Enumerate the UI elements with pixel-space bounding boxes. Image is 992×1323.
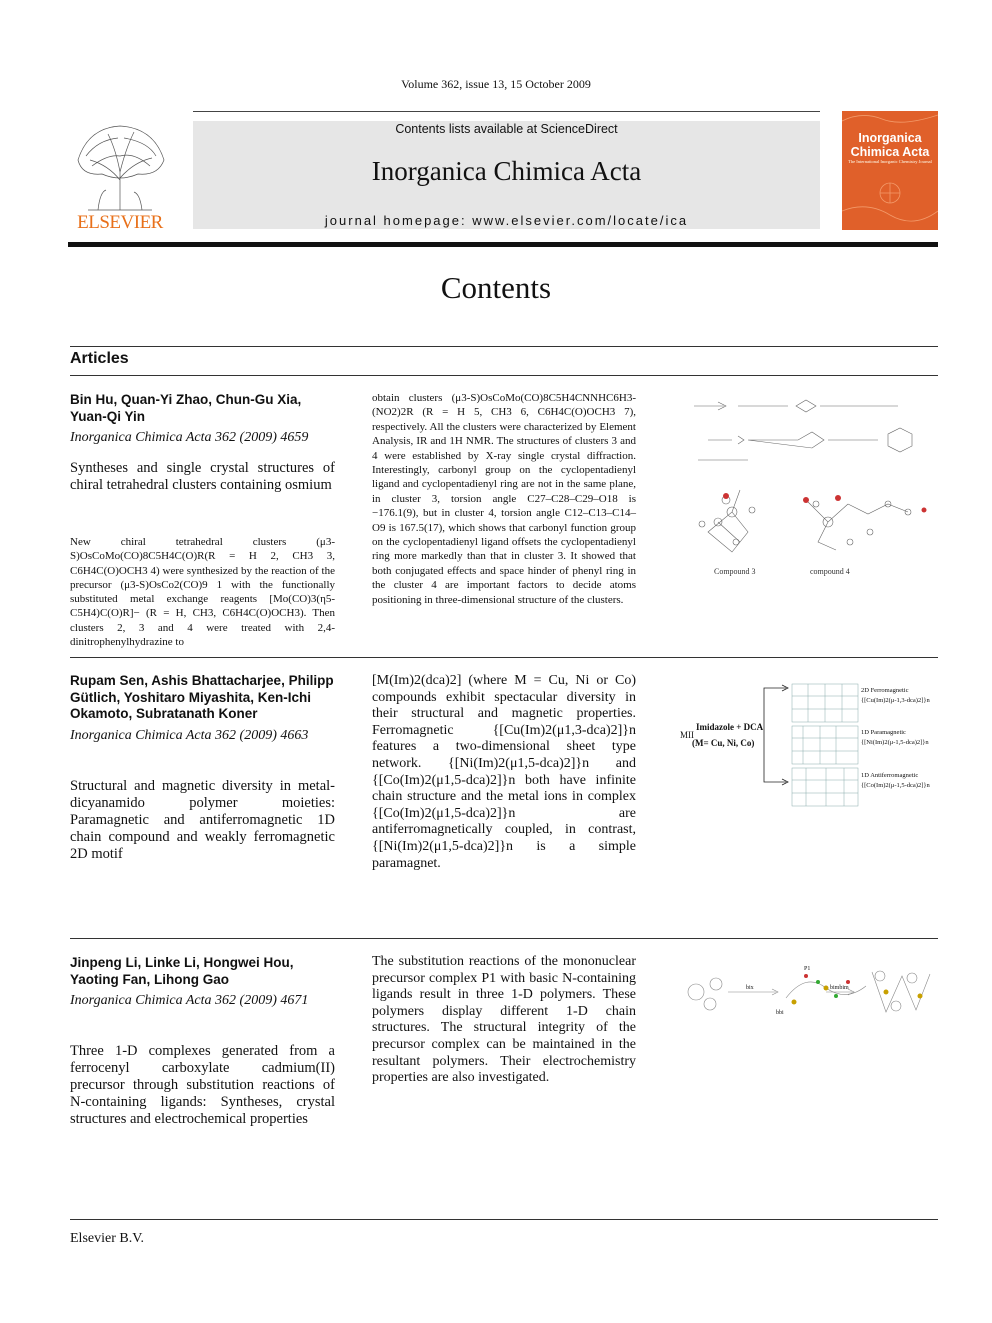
volume-info: Volume 362, issue 13, 15 October 2009 (401, 77, 591, 91)
article-3-citation[interactable]: Inorganica Chimica Acta 362 (2009) 4671 (70, 993, 309, 1008)
graphic-label-bbi: bbi (776, 1010, 784, 1016)
article-2-abstract: [M(Im)2(dca)2] (where M = Cu, Ni or Co) compounds exhibit spectacular diversity in their structural and magnetic properties. Ferromagnetic {[Cu(Im)2(μ1,3-dca)2]}n features a two-dimensional sheet type network. {[Ni(Im)2(μ1,5-dca)2]}n and {[Co(Im)2(μ1,5-dca)2]}n both have infinite chain structure and the metal ions in complex {[Co(Im)2(μ1,5-dca)2]}n are antiferromagnetically coupled, in contrast, {[Ni(Im)2(μ1,5-dca)2]}n is a simple paramagnet. (372, 673, 636, 871)
journal-title: Inorganica Chimica Acta (371, 156, 642, 186)
graphic-label-1d-antiferro: 1D Antiferromagnetic (861, 772, 919, 779)
article-1-authors: Bin Hu, Quan-Yi Zhao, Chun-Gu Xia, Yuan-Qi Yin (70, 392, 302, 424)
graphic-label-p1: P1 (804, 966, 811, 972)
article-2-authors: Rupam Sen, Ashis Bhattacharjee, Philipp Gütlich, Yoshitaro Miyashita, Ken-Ichi Okamoto, Subratanath Koner (70, 673, 334, 721)
article-3-title[interactable]: Three 1-D complexes generated from a ferrocenyl carboxylate cadmium(II) precursor through substitution reactions of N-containing ligands: Syntheses, crystal structures and electrochemical properties (70, 1043, 335, 1127)
sciencedirect-notice[interactable]: Contents lists available at ScienceDirect (395, 122, 618, 136)
page-title: Contents (440, 270, 552, 305)
graphic-label-compound-4: compound 4 (810, 567, 850, 576)
graphic-label-compound-3: Compound 3 (714, 567, 756, 576)
elsevier-logo[interactable] (68, 120, 172, 234)
cover-pattern-icon (842, 111, 938, 230)
article-1-title[interactable]: Syntheses and single crystal structures of chiral tetrahedral clusters containing osmium (70, 460, 335, 493)
footer-rule (70, 1219, 938, 1220)
article-divider (70, 938, 938, 939)
article-divider (70, 657, 938, 658)
section-bottom-rule (70, 375, 938, 376)
journal-banner (193, 121, 820, 229)
graphic-label-bimbim: bimbim (830, 985, 849, 991)
header-top-rule (193, 111, 820, 112)
article-3-graphical-abstract[interactable] (676, 962, 938, 1024)
graphic-label-metal: MII (680, 730, 694, 740)
cover-title-line1: Inorganica (858, 131, 922, 145)
tree-icon (68, 120, 172, 212)
graphic-label-2d-formula: {[Cu(Im)2(μ-1,3-dca)2]}n (861, 697, 930, 704)
journal-cover-thumbnail[interactable] (842, 111, 938, 230)
graphic-label-1d-antiferro-formula: {[Co(Im)2(μ-1,5-dca)2]}n (861, 782, 930, 789)
graphic-label-1d-para-formula: {[Ni(Im)2(μ-1,5-dca)2]}n (861, 739, 929, 746)
graphic-label-reagents: Imidazole + DCA (696, 722, 764, 732)
cover-title-line2: Chimica Acta (850, 145, 930, 159)
elsevier-wordmark: ELSEVIER (77, 212, 163, 233)
article-1-abstract-left: New chiral tetrahedral clusters (μ3-S)OsCoMo(CO)8C5H4C(O)R(R = H 2, CH3 3, C6H4C(O)OCH3 4) were synthesized by the reaction of the precursor (μ3-S)OsCo2(CO)9 1 with the functionally substituted metal exchange reagents [Mo(CO)3(η5-C5H4)C(O)R]− (R = H, CH3, C6H4C(O)OCH3). Then clusters 2, 3 and 4 were treated with 2,4-dinitrophenylhydrazine to (70, 536, 335, 649)
journal-homepage-link[interactable]: journal homepage: www.elsevier.com/locate/ica (324, 213, 689, 228)
article-3-abstract: The substitution reactions of the mononuclear precursor complex P1 with basic N-containing ligands result in three 1-D polymers. These polymers display different 1-D chain structures. The structural integrity of the precursor complex can be maintained in the resultant polymers. Their electrochemistry properties are also investigated. (372, 954, 636, 1086)
cover-subtitle: The International Inorganic Chemistry Journal (848, 159, 932, 164)
graphic-label-metals: (M= Cu, Ni, Co) (692, 738, 755, 748)
footer-publisher: Elsevier B.V. (70, 1231, 145, 1246)
graphic-label-bix: bix (746, 985, 754, 991)
article-1-abstract-right: obtain clusters (μ3-S)OsCoMo(CO)8C5H4CNNHC6H3-(NO2)2R (R = H 5, CH3 6, C6H4C(O)OCH3 7), respectively. All the clusters were characterized by Element Analysis, IR and 1H NMR. The structures of clusters 3 and 4 were established by X-ray single crystal diffraction. Interestingly, carbonyl group on the cyclopentadienyl ligand and cyclopentadienyl ring are not in the same plane, in cluster 3, torsion angle C27–C28–C29–O18 is −176.1(9), but in cluster 4, torsion angle C12–C13–C14–O9 is 167.5(17), which shows that carbonyl function group on the cyclopentadienyl ligand offsets the cyclopentadienyl ring more markedly than that in cluster 3. It showed that both conjugated effects and space hinder of phenyl ring in the cluster 4 are important factors to decide atoms positioning in three-dimensional structure of the clusters. (372, 392, 636, 606)
article-2-graphical-abstract[interactable] (678, 680, 938, 815)
article-1-citation[interactable]: Inorganica Chimica Acta 362 (2009) 4659 (70, 430, 309, 445)
article-1-graphical-abstract[interactable] (688, 392, 938, 580)
section-top-rule (70, 346, 938, 347)
header-bottom-rule (68, 242, 938, 247)
graphic-label-1d-para: 1D Paramagnetic (861, 729, 906, 736)
section-title: Articles (70, 350, 129, 367)
article-2-citation[interactable]: Inorganica Chimica Acta 362 (2009) 4663 (70, 728, 309, 743)
article-2-title[interactable]: Structural and magnetic diversity in metal-dicyanamido polymer moieties: Paramagnetic and antiferromagnetic 1D chain compound and weakly ferromagnetic 2D motif (70, 778, 335, 862)
article-3-authors: Jinpeng Li, Linke Li, Hongwei Hou, Yaoting Fan, Lihong Gao (70, 955, 294, 987)
graphic-label-2d: 2D Ferromagnetic (861, 687, 909, 694)
